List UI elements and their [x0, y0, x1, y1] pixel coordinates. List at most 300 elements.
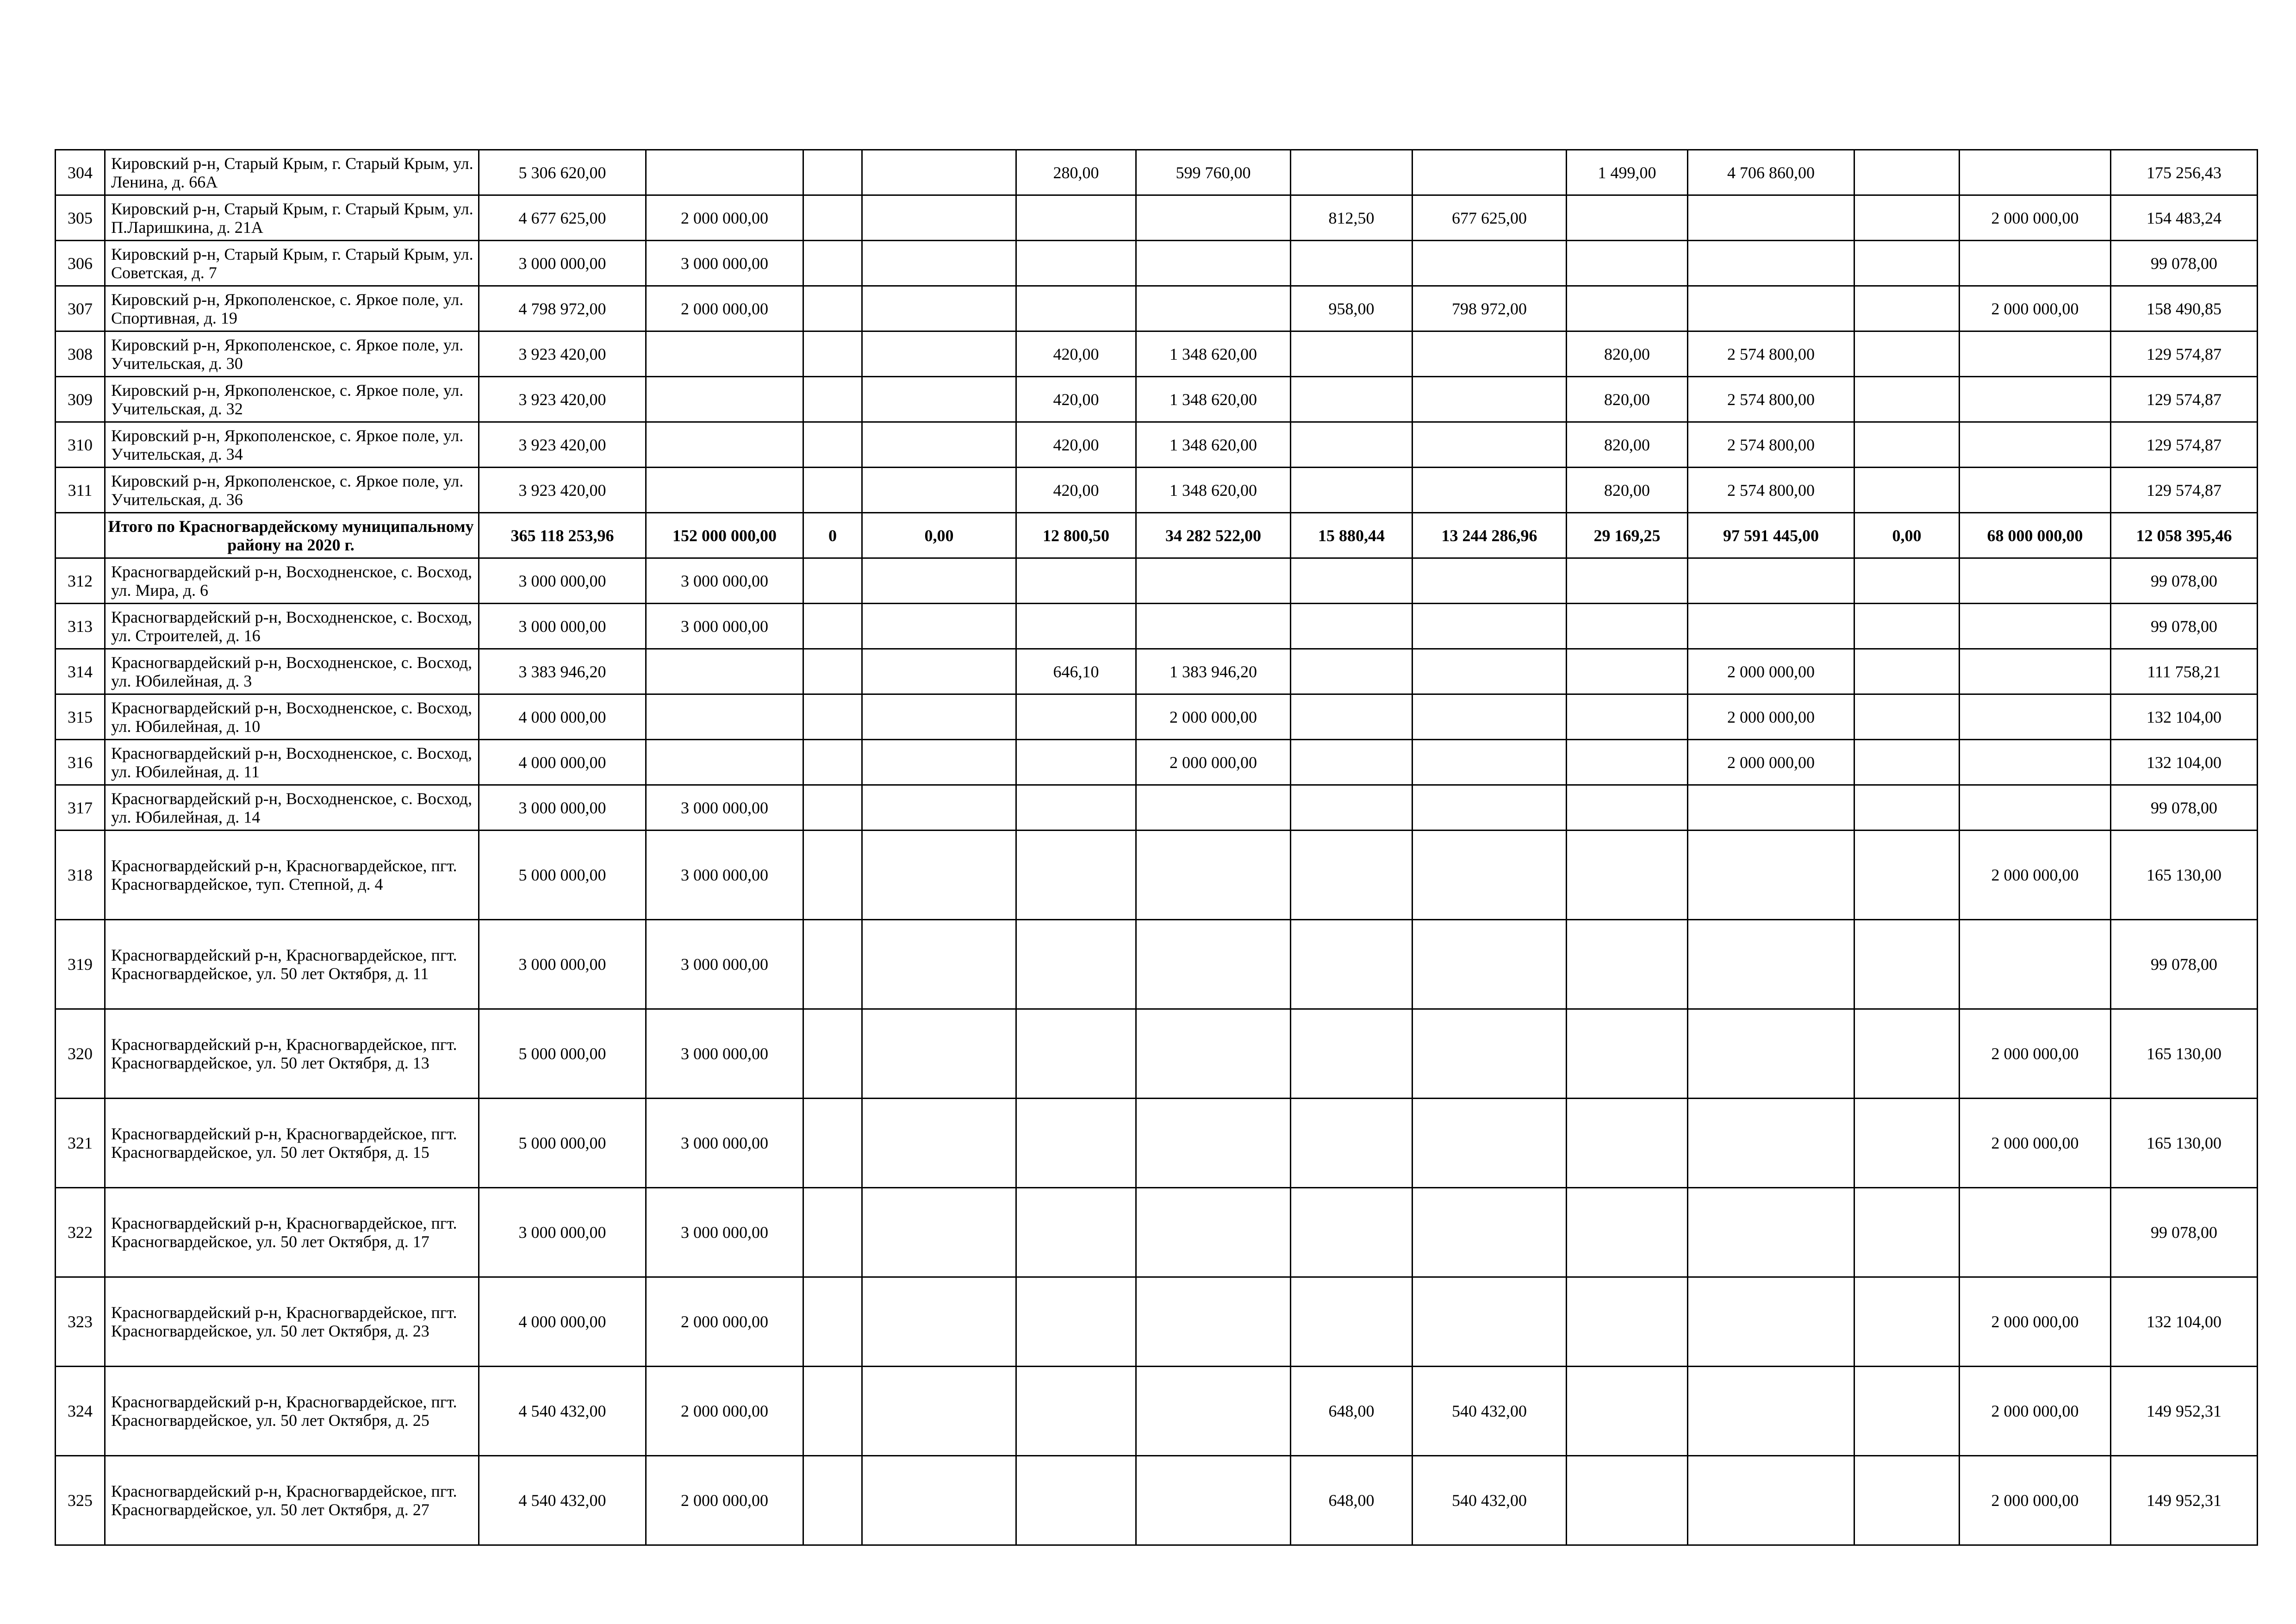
value-cell-col-10: [1688, 1099, 1854, 1188]
row-number: 313: [56, 604, 105, 649]
value-cell-col-7: 958,00: [1291, 286, 1412, 331]
value-cell-col-9: [1567, 1009, 1688, 1099]
table-row: [56, 1367, 2258, 1456]
value-cell-col-10: 2 574 800,00: [1688, 468, 1854, 513]
value-cell-col-10: 2 574 800,00: [1688, 422, 1854, 468]
value-cell-col-3: [803, 195, 862, 241]
value-cell-col-13: 132 104,00: [2111, 1277, 2258, 1367]
value-cell-col-8: [1412, 1099, 1567, 1188]
value-cell-col-1: 4 000 000,00: [479, 1277, 646, 1367]
value-cell-col-7: [1291, 920, 1412, 1009]
address-cell: Кировский р-н, Яркополенское, с. Яркое поле, ул. Учительская, д. 30: [105, 331, 479, 377]
value-cell-col-1: 3 383 946,20: [479, 649, 646, 694]
value-cell-col-3: [803, 604, 862, 649]
value-cell-col-9: [1567, 286, 1688, 331]
value-cell-col-5: 420,00: [1016, 377, 1136, 422]
value-cell-col-1: 3 923 420,00: [479, 331, 646, 377]
value-cell-col-9: [1567, 241, 1688, 286]
row-number: 312: [56, 558, 105, 604]
value-cell-col-7: 648,00: [1291, 1367, 1412, 1456]
value-cell-col-7: [1291, 422, 1412, 468]
value-cell-col-13: 129 574,87: [2111, 377, 2258, 422]
value-cell-col-8: [1412, 694, 1567, 740]
value-cell-col-13: 129 574,87: [2111, 422, 2258, 468]
table-row: [56, 468, 2258, 513]
value-cell-col-6: [1136, 241, 1291, 286]
value-cell-col-8: [1412, 1277, 1567, 1367]
value-cell-col-13: 99 078,00: [2111, 1188, 2258, 1277]
value-cell-col-12: 2 000 000,00: [1960, 1009, 2111, 1099]
value-cell-col-13: 154 483,24: [2111, 195, 2258, 241]
value-cell-col-8: [1412, 1188, 1567, 1277]
value-cell-col-12: 68 000 000,00: [1960, 513, 2111, 558]
value-cell-col-3: 0: [803, 513, 862, 558]
value-cell-col-8: [1412, 649, 1567, 694]
value-cell-col-13: 165 130,00: [2111, 1009, 2258, 1099]
value-cell-col-1: 4 540 432,00: [479, 1456, 646, 1545]
value-cell-col-4: [862, 195, 1016, 241]
value-cell-col-6: 2 000 000,00: [1136, 694, 1291, 740]
value-cell-col-11: [1854, 286, 1960, 331]
total-row: [56, 513, 2258, 558]
value-cell-col-9: 820,00: [1567, 422, 1688, 468]
value-cell-col-1: 5 306 620,00: [479, 150, 646, 195]
value-cell-col-3: [803, 649, 862, 694]
value-cell-col-4: [862, 377, 1016, 422]
value-cell-col-13: 165 130,00: [2111, 831, 2258, 920]
table-row: [56, 241, 2258, 286]
address-cell: Кировский р-н, Старый Крым, г. Старый Крым, ул. Ленина, д. 66А: [105, 150, 479, 195]
value-cell-col-10: [1688, 831, 1854, 920]
total-label: Итого по Красногвардейскому муниципальному району на 2020 г.: [105, 513, 479, 558]
value-cell-col-11: [1854, 1188, 1960, 1277]
value-cell-col-9: [1567, 195, 1688, 241]
value-cell-col-12: [1960, 920, 2111, 1009]
value-cell-col-6: [1136, 1456, 1291, 1545]
value-cell-col-9: [1567, 649, 1688, 694]
value-cell-col-13: 129 574,87: [2111, 468, 2258, 513]
value-cell-col-8: [1412, 241, 1567, 286]
value-cell-col-6: 34 282 522,00: [1136, 513, 1291, 558]
address-cell: Красногвардейский р-н, Красногвардейское, пгт. Красногвардейское, ул. 50 лет Октября, д. 13: [105, 1009, 479, 1099]
address-cell: Красногвардейский р-н, Красногвардейское, пгт. Красногвардейское, ул. 50 лет Октября, д. 23: [105, 1277, 479, 1367]
table-row: [56, 1009, 2258, 1099]
value-cell-col-5: 646,10: [1016, 649, 1136, 694]
houses-table: [55, 149, 2258, 1546]
value-cell-col-4: [862, 1277, 1016, 1367]
row-number: 322: [56, 1188, 105, 1277]
value-cell-col-12: [1960, 468, 2111, 513]
table-row: [56, 558, 2258, 604]
value-cell-col-6: 1 383 946,20: [1136, 649, 1291, 694]
value-cell-col-5: [1016, 1277, 1136, 1367]
value-cell-col-11: [1854, 195, 1960, 241]
value-cell-col-13: 149 952,31: [2111, 1456, 2258, 1545]
value-cell-col-10: [1688, 1456, 1854, 1545]
value-cell-col-3: [803, 740, 862, 785]
value-cell-col-6: [1136, 920, 1291, 1009]
value-cell-col-5: [1016, 558, 1136, 604]
value-cell-col-8: 798 972,00: [1412, 286, 1567, 331]
value-cell-col-2: [646, 150, 803, 195]
value-cell-col-11: [1854, 558, 1960, 604]
value-cell-col-3: [803, 558, 862, 604]
value-cell-col-4: [862, 468, 1016, 513]
value-cell-col-11: [1854, 331, 1960, 377]
table-row: [56, 1188, 2258, 1277]
row-number: 309: [56, 377, 105, 422]
table-row: [56, 286, 2258, 331]
value-cell-col-3: [803, 468, 862, 513]
address-cell: Кировский р-н, Старый Крым, г. Старый Крым, ул. П.Ларишкина, д. 21А: [105, 195, 479, 241]
value-cell-col-8: [1412, 740, 1567, 785]
value-cell-col-8: [1412, 1009, 1567, 1099]
value-cell-col-2: [646, 468, 803, 513]
value-cell-col-5: [1016, 241, 1136, 286]
value-cell-col-4: [862, 150, 1016, 195]
value-cell-col-4: [862, 1456, 1016, 1545]
value-cell-col-13: 165 130,00: [2111, 1099, 2258, 1188]
value-cell-col-12: [1960, 649, 2111, 694]
value-cell-col-5: 420,00: [1016, 422, 1136, 468]
value-cell-col-12: [1960, 241, 2111, 286]
value-cell-col-2: 3 000 000,00: [646, 1188, 803, 1277]
table-row: [56, 422, 2258, 468]
value-cell-col-1: 3 000 000,00: [479, 558, 646, 604]
value-cell-col-7: 15 880,44: [1291, 513, 1412, 558]
value-cell-col-4: [862, 1009, 1016, 1099]
value-cell-col-12: [1960, 604, 2111, 649]
value-cell-col-5: [1016, 831, 1136, 920]
value-cell-col-11: [1854, 150, 1960, 195]
value-cell-col-5: [1016, 1009, 1136, 1099]
value-cell-col-9: [1567, 785, 1688, 831]
value-cell-col-8: [1412, 558, 1567, 604]
row-number: [56, 513, 105, 558]
table-row: [56, 195, 2258, 241]
value-cell-col-5: [1016, 694, 1136, 740]
row-number: 323: [56, 1277, 105, 1367]
value-cell-col-9: [1567, 740, 1688, 785]
value-cell-col-8: [1412, 785, 1567, 831]
row-number: 318: [56, 831, 105, 920]
value-cell-col-4: 0,00: [862, 513, 1016, 558]
value-cell-col-11: [1854, 785, 1960, 831]
value-cell-col-6: [1136, 1188, 1291, 1277]
value-cell-col-3: [803, 1456, 862, 1545]
value-cell-col-1: 3 000 000,00: [479, 1188, 646, 1277]
value-cell-col-2: 3 000 000,00: [646, 831, 803, 920]
value-cell-col-5: [1016, 1367, 1136, 1456]
value-cell-col-13: 99 078,00: [2111, 241, 2258, 286]
value-cell-col-2: 3 000 000,00: [646, 1099, 803, 1188]
value-cell-col-7: [1291, 740, 1412, 785]
value-cell-col-6: [1136, 831, 1291, 920]
row-number: 316: [56, 740, 105, 785]
value-cell-col-11: [1854, 831, 1960, 920]
row-number: 320: [56, 1009, 105, 1099]
value-cell-col-3: [803, 694, 862, 740]
value-cell-col-9: 820,00: [1567, 468, 1688, 513]
value-cell-col-12: [1960, 377, 2111, 422]
value-cell-col-1: 365 118 253,96: [479, 513, 646, 558]
value-cell-col-1: 4 540 432,00: [479, 1367, 646, 1456]
address-cell: Красногвардейский р-н, Красногвардейское, пгт. Красногвардейское, туп. Степной, д. 4: [105, 831, 479, 920]
value-cell-col-11: 0,00: [1854, 513, 1960, 558]
value-cell-col-8: [1412, 604, 1567, 649]
value-cell-col-9: 820,00: [1567, 377, 1688, 422]
value-cell-col-10: [1688, 604, 1854, 649]
table-row: [56, 150, 2258, 195]
value-cell-col-1: 4 798 972,00: [479, 286, 646, 331]
value-cell-col-2: [646, 694, 803, 740]
value-cell-col-8: 540 432,00: [1412, 1456, 1567, 1545]
value-cell-col-1: 3 000 000,00: [479, 785, 646, 831]
value-cell-col-11: [1854, 377, 1960, 422]
value-cell-col-4: [862, 785, 1016, 831]
value-cell-col-1: 3 923 420,00: [479, 468, 646, 513]
value-cell-col-3: [803, 150, 862, 195]
address-cell: Кировский р-н, Яркополенское, с. Яркое поле, ул. Учительская, д. 36: [105, 468, 479, 513]
value-cell-col-1: 3 923 420,00: [479, 422, 646, 468]
row-number: 304: [56, 150, 105, 195]
value-cell-col-9: 1 499,00: [1567, 150, 1688, 195]
value-cell-col-9: [1567, 1277, 1688, 1367]
value-cell-col-2: [646, 649, 803, 694]
value-cell-col-3: [803, 422, 862, 468]
value-cell-col-2: 2 000 000,00: [646, 1456, 803, 1545]
address-cell: Красногвардейский р-н, Восходненское, с. Восход, ул. Юбилейная, д. 11: [105, 740, 479, 785]
value-cell-col-7: [1291, 1099, 1412, 1188]
value-cell-col-6: 1 348 620,00: [1136, 468, 1291, 513]
value-cell-col-7: [1291, 604, 1412, 649]
table-row: [56, 1456, 2258, 1545]
value-cell-col-12: 2 000 000,00: [1960, 1367, 2111, 1456]
value-cell-col-6: 1 348 620,00: [1136, 422, 1291, 468]
value-cell-col-4: [862, 331, 1016, 377]
value-cell-col-11: [1854, 1277, 1960, 1367]
value-cell-col-10: [1688, 920, 1854, 1009]
value-cell-col-11: [1854, 1367, 1960, 1456]
value-cell-col-5: [1016, 1456, 1136, 1545]
address-cell: Кировский р-н, Яркополенское, с. Яркое поле, ул. Спортивная, д. 19: [105, 286, 479, 331]
value-cell-col-10: [1688, 286, 1854, 331]
table-row: [56, 920, 2258, 1009]
table-row: [56, 740, 2258, 785]
value-cell-col-9: [1567, 558, 1688, 604]
row-number: 314: [56, 649, 105, 694]
value-cell-col-6: 1 348 620,00: [1136, 331, 1291, 377]
value-cell-col-3: [803, 920, 862, 1009]
value-cell-col-10: 2 574 800,00: [1688, 331, 1854, 377]
row-number: 308: [56, 331, 105, 377]
value-cell-col-5: [1016, 1099, 1136, 1188]
value-cell-col-11: [1854, 468, 1960, 513]
value-cell-col-5: [1016, 740, 1136, 785]
value-cell-col-2: [646, 422, 803, 468]
value-cell-col-12: [1960, 331, 2111, 377]
value-cell-col-13: 111 758,21: [2111, 649, 2258, 694]
value-cell-col-9: 820,00: [1567, 331, 1688, 377]
value-cell-col-11: [1854, 920, 1960, 1009]
value-cell-col-11: [1854, 1456, 1960, 1545]
value-cell-col-10: 97 591 445,00: [1688, 513, 1854, 558]
value-cell-col-5: [1016, 604, 1136, 649]
value-cell-col-10: [1688, 1367, 1854, 1456]
value-cell-col-12: [1960, 694, 2111, 740]
value-cell-col-7: [1291, 694, 1412, 740]
value-cell-col-7: [1291, 1277, 1412, 1367]
value-cell-col-6: 1 348 620,00: [1136, 377, 1291, 422]
value-cell-col-12: [1960, 558, 2111, 604]
address-cell: Красногвардейский р-н, Красногвардейское, пгт. Красногвардейское, ул. 50 лет Октября, д. 15: [105, 1099, 479, 1188]
row-number: 311: [56, 468, 105, 513]
table-row: [56, 694, 2258, 740]
value-cell-col-13: 99 078,00: [2111, 785, 2258, 831]
value-cell-col-2: [646, 377, 803, 422]
value-cell-col-7: 648,00: [1291, 1456, 1412, 1545]
value-cell-col-8: [1412, 831, 1567, 920]
value-cell-col-6: [1136, 1277, 1291, 1367]
value-cell-col-3: [803, 1188, 862, 1277]
value-cell-col-4: [862, 286, 1016, 331]
value-cell-col-4: [862, 1099, 1016, 1188]
value-cell-col-1: 5 000 000,00: [479, 831, 646, 920]
address-cell: Красногвардейский р-н, Восходненское, с. Восход, ул. Юбилейная, д. 10: [105, 694, 479, 740]
table-row: [56, 1099, 2258, 1188]
address-cell: Красногвардейский р-н, Красногвардейское, пгт. Красногвардейское, ул. 50 лет Октября, д. 11: [105, 920, 479, 1009]
address-cell: Кировский р-н, Старый Крым, г. Старый Крым, ул. Советская, д. 7: [105, 241, 479, 286]
value-cell-col-4: [862, 920, 1016, 1009]
value-cell-col-8: [1412, 422, 1567, 468]
value-cell-col-6: [1136, 195, 1291, 241]
value-cell-col-3: [803, 377, 862, 422]
value-cell-col-13: 99 078,00: [2111, 920, 2258, 1009]
value-cell-col-10: [1688, 241, 1854, 286]
value-cell-col-12: [1960, 785, 2111, 831]
row-number: 306: [56, 241, 105, 286]
value-cell-col-9: [1567, 920, 1688, 1009]
value-cell-col-6: [1136, 558, 1291, 604]
address-cell: Красногвардейский р-н, Красногвардейское, пгт. Красногвардейское, ул. 50 лет Октября, д. 25: [105, 1367, 479, 1456]
value-cell-col-6: 2 000 000,00: [1136, 740, 1291, 785]
table-row: [56, 604, 2258, 649]
value-cell-col-1: 3 923 420,00: [479, 377, 646, 422]
value-cell-col-6: [1136, 286, 1291, 331]
value-cell-col-10: [1688, 1009, 1854, 1099]
value-cell-col-9: [1567, 1188, 1688, 1277]
value-cell-col-7: [1291, 150, 1412, 195]
value-cell-col-7: [1291, 785, 1412, 831]
value-cell-col-2: 152 000 000,00: [646, 513, 803, 558]
value-cell-col-8: [1412, 150, 1567, 195]
address-cell: Красногвардейский р-н, Восходненское, с. Восход, ул. Мира, д. 6: [105, 558, 479, 604]
value-cell-col-12: [1960, 1188, 2111, 1277]
value-cell-col-7: [1291, 558, 1412, 604]
value-cell-col-5: 420,00: [1016, 468, 1136, 513]
table-body: [56, 150, 2258, 1545]
value-cell-col-13: 129 574,87: [2111, 331, 2258, 377]
value-cell-col-4: [862, 694, 1016, 740]
value-cell-col-11: [1854, 1009, 1960, 1099]
value-cell-col-13: 132 104,00: [2111, 694, 2258, 740]
value-cell-col-12: 2 000 000,00: [1960, 1277, 2111, 1367]
value-cell-col-10: [1688, 558, 1854, 604]
value-cell-col-9: [1567, 1456, 1688, 1545]
value-cell-col-2: 3 000 000,00: [646, 785, 803, 831]
value-cell-col-13: 132 104,00: [2111, 740, 2258, 785]
value-cell-col-2: 2 000 000,00: [646, 1367, 803, 1456]
table-row: [56, 331, 2258, 377]
value-cell-col-7: [1291, 331, 1412, 377]
value-cell-col-1: 5 000 000,00: [479, 1099, 646, 1188]
value-cell-col-5: [1016, 920, 1136, 1009]
value-cell-col-3: [803, 331, 862, 377]
address-cell: Красногвардейский р-н, Восходненское, с. Восход, ул. Строителей, д. 16: [105, 604, 479, 649]
value-cell-col-4: [862, 558, 1016, 604]
value-cell-col-9: [1567, 694, 1688, 740]
row-number: 324: [56, 1367, 105, 1456]
value-cell-col-2: 2 000 000,00: [646, 1277, 803, 1367]
value-cell-col-2: 3 000 000,00: [646, 1009, 803, 1099]
value-cell-col-4: [862, 1188, 1016, 1277]
address-cell: Красногвардейский р-н, Восходненское, с. Восход, ул. Юбилейная, д. 3: [105, 649, 479, 694]
value-cell-col-5: [1016, 286, 1136, 331]
value-cell-col-12: 2 000 000,00: [1960, 1456, 2111, 1545]
value-cell-col-8: [1412, 377, 1567, 422]
value-cell-col-12: 2 000 000,00: [1960, 286, 2111, 331]
value-cell-col-2: 3 000 000,00: [646, 241, 803, 286]
value-cell-col-8: [1412, 468, 1567, 513]
value-cell-col-1: 4 677 625,00: [479, 195, 646, 241]
value-cell-col-9: 29 169,25: [1567, 513, 1688, 558]
value-cell-col-13: 99 078,00: [2111, 558, 2258, 604]
value-cell-col-9: [1567, 1099, 1688, 1188]
value-cell-col-8: [1412, 331, 1567, 377]
value-cell-col-13: 149 952,31: [2111, 1367, 2258, 1456]
value-cell-col-12: [1960, 422, 2111, 468]
value-cell-col-6: [1136, 1099, 1291, 1188]
value-cell-col-7: [1291, 831, 1412, 920]
value-cell-col-7: [1291, 241, 1412, 286]
row-number: 319: [56, 920, 105, 1009]
value-cell-col-2: 3 000 000,00: [646, 604, 803, 649]
value-cell-col-3: [803, 785, 862, 831]
value-cell-col-11: [1854, 694, 1960, 740]
value-cell-col-10: [1688, 195, 1854, 241]
value-cell-col-12: 2 000 000,00: [1960, 195, 2111, 241]
row-number: 310: [56, 422, 105, 468]
value-cell-col-10: [1688, 1277, 1854, 1367]
value-cell-col-4: [862, 1367, 1016, 1456]
value-cell-col-12: [1960, 150, 2111, 195]
value-cell-col-12: 2 000 000,00: [1960, 831, 2111, 920]
value-cell-col-12: 2 000 000,00: [1960, 1099, 2111, 1188]
value-cell-col-11: [1854, 241, 1960, 286]
table-row: [56, 649, 2258, 694]
value-cell-col-2: 3 000 000,00: [646, 558, 803, 604]
value-cell-col-7: 812,50: [1291, 195, 1412, 241]
value-cell-col-2: 2 000 000,00: [646, 195, 803, 241]
value-cell-col-7: [1291, 468, 1412, 513]
value-cell-col-8: 13 244 286,96: [1412, 513, 1567, 558]
value-cell-col-4: [862, 649, 1016, 694]
value-cell-col-2: 3 000 000,00: [646, 920, 803, 1009]
value-cell-col-2: [646, 740, 803, 785]
value-cell-col-6: [1136, 1009, 1291, 1099]
row-number: 315: [56, 694, 105, 740]
value-cell-col-7: [1291, 1009, 1412, 1099]
